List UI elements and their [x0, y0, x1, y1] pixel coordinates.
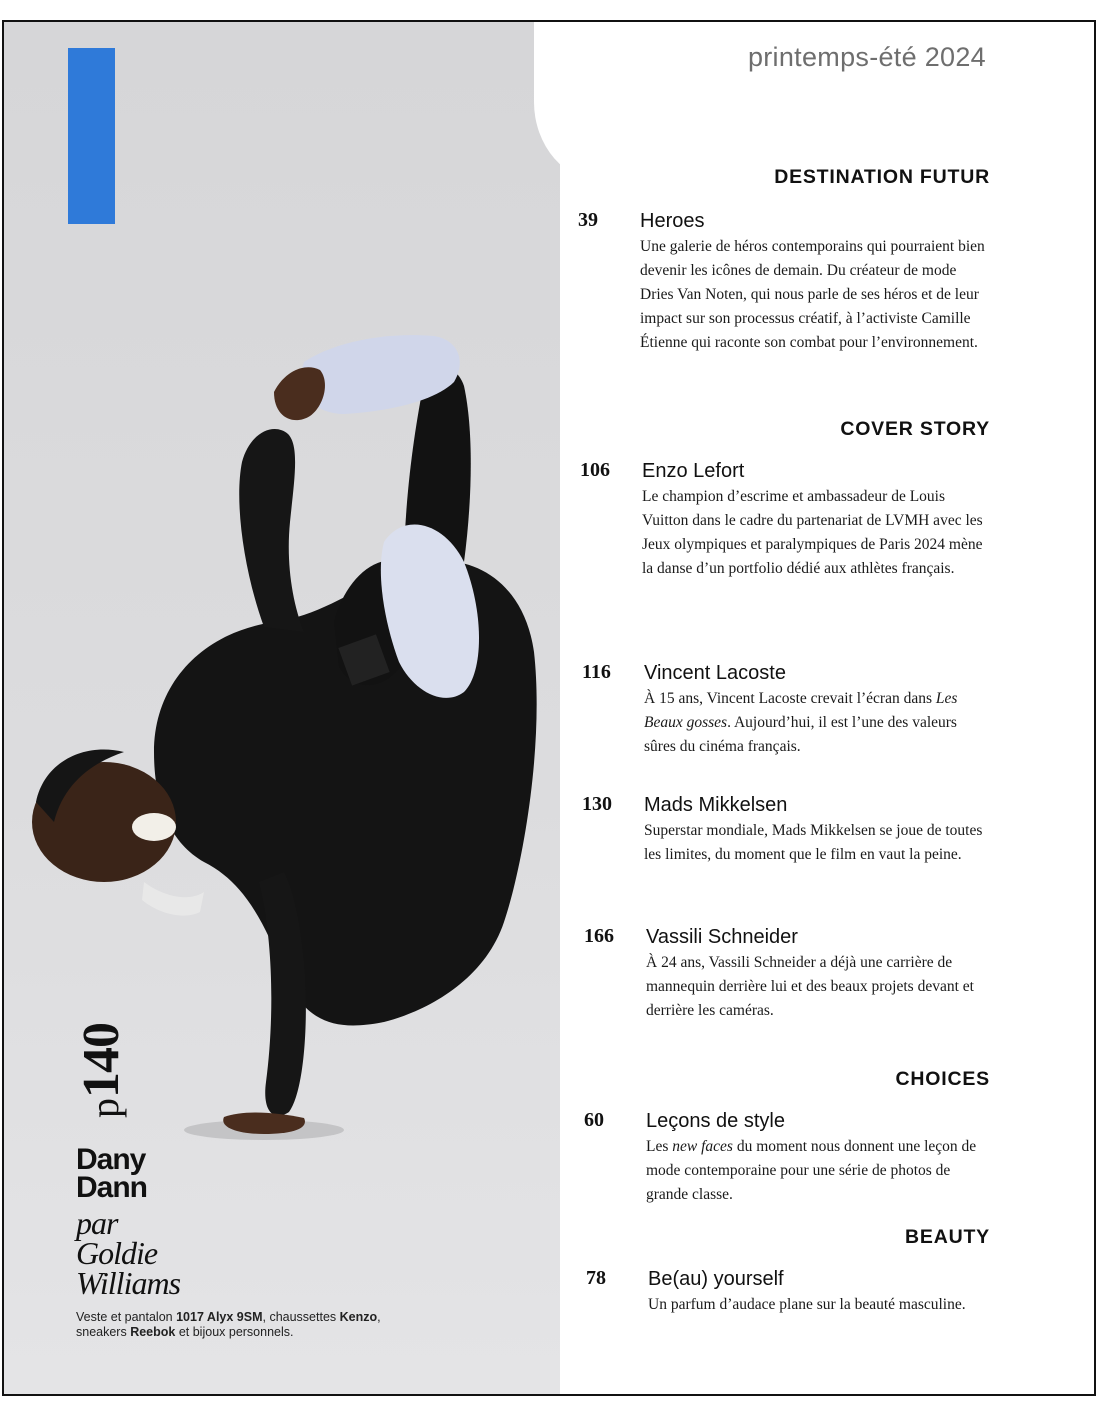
- section-choices: CHOICES: [895, 1068, 990, 1090]
- toc-entry[interactable]: [578, 208, 1020, 355]
- entry-title: Vincent Lacoste: [644, 662, 786, 684]
- entry-page-number: 60: [584, 1109, 604, 1131]
- toc-entry[interactable]: [582, 660, 1024, 759]
- entry-page-number: 78: [586, 1267, 606, 1289]
- entry-description: Superstar mondiale, Mads Mikkelsen se joue de toutes les limites, du moment que le film en vaut la peine.: [644, 822, 983, 863]
- cover-photo: [4, 22, 560, 1394]
- section-beauty: BEAUTY: [905, 1226, 990, 1248]
- section-destination-futur: DESTINATION FUTUR: [774, 166, 990, 188]
- entry-description: À 24 ans, Vassili Schneider a déjà une carrière de mannequin derrière lui et des beaux projets devant et derrière les caméras.: [646, 954, 974, 1019]
- entry-description: À 15 ans, Vincent Lacoste crevait l’écran dans Les Beaux gosses. Aujourd’hui, il est l’une des valeurs sûres du cinéma français.: [644, 690, 958, 755]
- entry-title: Enzo Lefort: [642, 460, 745, 482]
- entry-title: Heroes: [640, 210, 705, 232]
- entry-page-number: 116: [582, 661, 611, 683]
- magazine-page: [2, 20, 1096, 1396]
- page-ref-prefix: p: [82, 1098, 127, 1118]
- entry-page-number: 106: [580, 459, 610, 481]
- blue-accent-bar: [68, 48, 115, 224]
- entry-description: Un parfum d’audace plane sur la beauté masculine.: [648, 1296, 966, 1313]
- entry-page-number: 130: [582, 793, 612, 815]
- entry-title: Vassili Schneider: [646, 926, 798, 948]
- section-cover-story: COVER STORY: [840, 418, 990, 440]
- entry-description: Le champion d’escrime et ambassadeur de Louis Vuitton dans le cadre du partenariat de LVMH avec les Jeux olympiques et paralympiques de Paris 2024 mène la danse d’un portfolio dédié aux athlètes français.: [642, 488, 983, 577]
- photographer-credit: par Goldie Williams: [76, 1205, 181, 1301]
- page-reference: [72, 1008, 142, 1118]
- toc-entry[interactable]: [586, 1266, 1028, 1317]
- entry-description: Une galerie de héros contemporains qui pourraient bien devenir les icônes de demain. Du créateur de mode Dries Van Noten, qui nous parle de ses héros et de leur impact sur son processus créatif, à l’activiste Camille Étienne qui raconte son combat pour l’environnement.: [640, 238, 985, 351]
- toc-entry[interactable]: [584, 924, 1026, 1023]
- entry-description: Les new faces du moment nous donnent une leçon de mode contemporaine pour une série de photos de grande classe.: [646, 1138, 977, 1203]
- entry-title: Mads Mikkelsen: [644, 794, 788, 816]
- entry-page-number: 39: [578, 209, 598, 231]
- toc-entry[interactable]: [580, 458, 1022, 581]
- model-name: Dany Dann: [76, 1143, 147, 1204]
- page-ref-number: 140: [73, 1023, 130, 1098]
- entry-title: Be(au) yourself: [648, 1268, 784, 1290]
- entry-page-number: 166: [584, 925, 614, 947]
- photo-caption: Veste et pantalon 1017 Alyx 9SM, chaussettes Kenzo, sneakers Reebok et bijoux personnels.: [76, 1310, 381, 1339]
- entry-title: Leçons de style: [646, 1110, 785, 1132]
- toc-entry[interactable]: [582, 792, 1024, 867]
- toc-entry[interactable]: [584, 1108, 1026, 1207]
- season-header: printemps-été 2024: [747, 42, 986, 72]
